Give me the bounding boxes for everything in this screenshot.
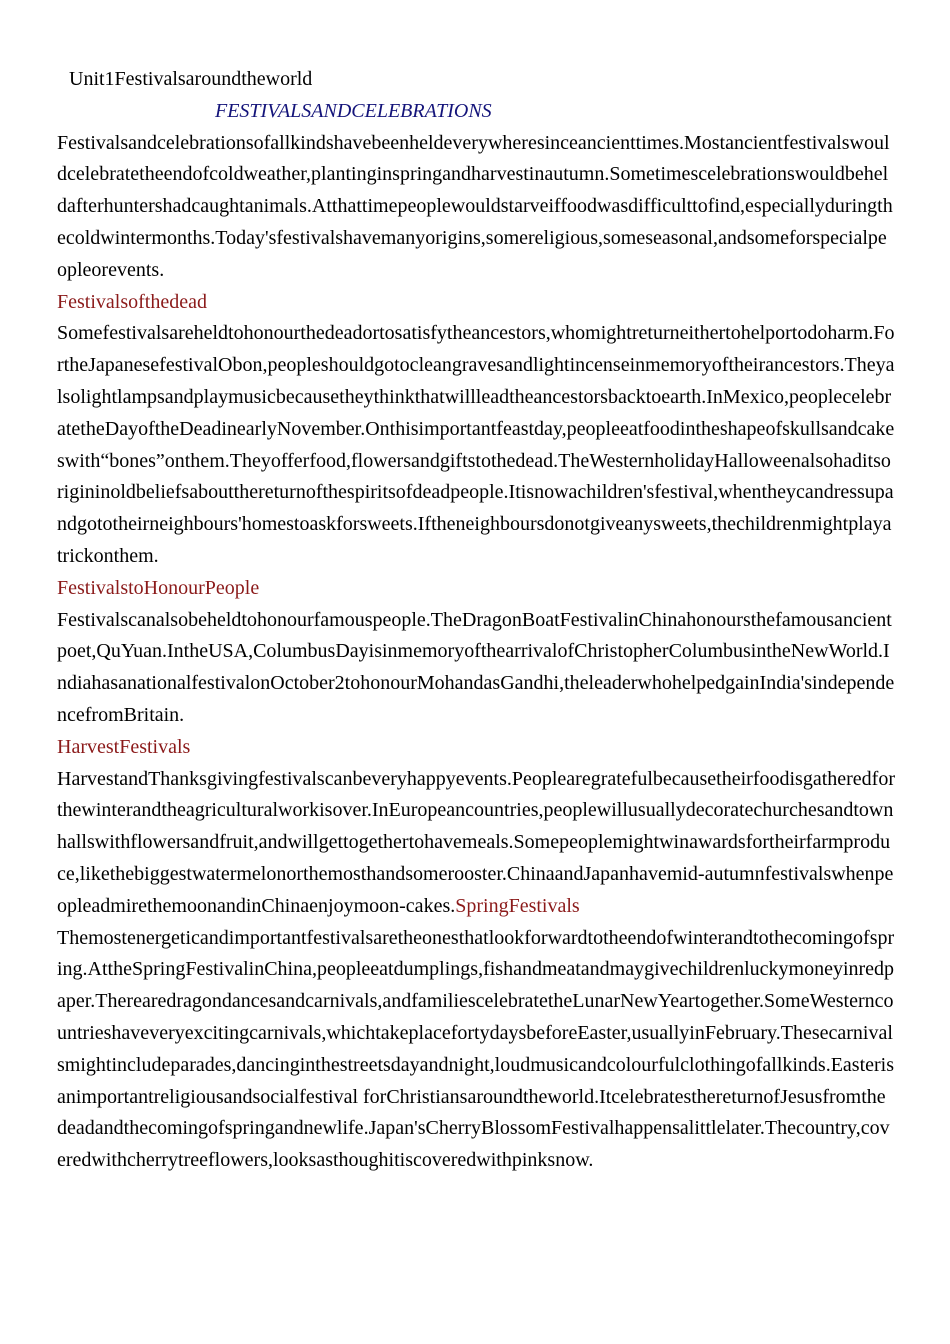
unit-title: Unit1Festivalsaroundtheworld xyxy=(69,68,313,90)
paragraph-festivals-of-the-dead: Somefestivalsareheldtohonourthedeadortosatisfytheancestors,whomightreturneithertohelportodoharm.FortheJapanesefestivalObon,peopleshouldgotocleangravesandlightincenseinmemoryoftheirancestors.Theyalsolightlampsandplaymusicbecausetheythinkthatwillleadtheancestorsbacktoearth.InMexico,peoplecelebratetheDayoftheDeadinearlyNovember.Onthisimportantfeastday,peopleeatfoodintheshapeofskullsandcakeswith“bones”onthem.Theyofferfood,flowersandgiftstothedead.TheWesternholidayHalloweenalsohaditsorigininoldbeliefsaboutthereturnofthespiritsofdeadpeople.Itisnowachildren'sfestival,whentheycandressupandgototheirneighbours'homestoaskforsweets.Iftheneighboursdonotgiveanysweets,thechildrenmightplayatrickonthem. xyxy=(57,322,895,567)
heading-harvest-festivals: HarvestFestivals xyxy=(57,735,191,758)
harvest-text: HarvestandThanksgivingfestivalscanbeveryhappyevents.Peoplearegratefulbecausetheirfoodisgatheredforthewinterandtheagriculturalworkisover.InEuropeancountries,peoplewillusuallydecoratechurchesandtownhallswithflowersandfruit,andwillgettogethertohavemeals.Somepeoplemightwinawardsfortheirfarmproduce,likethebiggestwatermelonorthemosthandsomerooster.ChinaandJapanhavemid-autumnfestivalswhenpeopleadmirethemoonandinChinaenjoymoon-cakes. xyxy=(57,767,895,917)
heading-festivals-to-honour-people: FestivalstoHonourPeople xyxy=(57,576,260,599)
heading-spring-festivals: SpringFestivals xyxy=(455,894,580,917)
paragraph-festivals-to-honour-people: Festivalscanalsobeheldtohonourfamouspeople.TheDragonBoatFestivalinChinahonoursthefamousancientpoet,QuYuan.IntheUSA,ColumbusDayisinmemoryofthearrivalofChristopherColumbusintheNewWorld.IndiahasanationalfestivalonOctober2tohonourMohandasGandhi,theleaderwhohelpedgainIndia'sindependencefromBritain. xyxy=(57,608,895,726)
main-title: FESTIVALSANDCELEBRATIONS xyxy=(215,99,492,122)
heading-festivals-of-the-dead: Festivalsofthedead xyxy=(57,290,207,313)
document-page xyxy=(57,64,895,1177)
paragraph-spring-festivals: Themostenergeticandimportantfestivalsaretheonesthatlookforwardtotheendofwinterandtothecomingofspring.AttheSpringFestivalinChina,peopleeatdumplings,fishandmeatandmaygivechildrenluckymoneyinredpaper.Therearedragondancesandcarnivals,andfamiliescelebratetheLunarNewYeartogether.SomeWesterncountrieshaveveryexcitingcarnivals,whichtakeplacefortydaysbeforeEaster,usuallyinFebruary.Thesecarnivalsmightincludeparades,dancinginthestreetsdayandnight,loudmusicandcolourfulclothingofallkinds.Easterisanimportantreligiousandsocialfestival forChristiansaroundtheworld.ItcelebratesthereturnofJesusfromthedeadandthecomingofspringandnewlife.Japan'sCherryBlossomFestivalhappensalittlelater.Thecountry,coveredwithcherrytreeflowers,looksasthoughitiscoveredwithpinksnow. xyxy=(57,926,895,1172)
paragraph-harvest-festivals xyxy=(57,764,895,923)
intro-paragraph: Festivalsandcelebrationsofallkindshavebeenheldeverywheresinceancienttimes.Mostancientfestivalswouldcelebratetheendofcoldweather,plantinginspringandharvestinautumn.Sometimescelebrationswouldbeheldafterhuntershadcaughtanimals.Atthattimepeoplewouldstarveiffoodwasdifficulttofind,especiallyduringthecoldwintermonths.Today'sfestivalshavemanyorigins,somereligious,someseasonal,andsomeforspecialpeopleorevents. xyxy=(57,131,893,281)
